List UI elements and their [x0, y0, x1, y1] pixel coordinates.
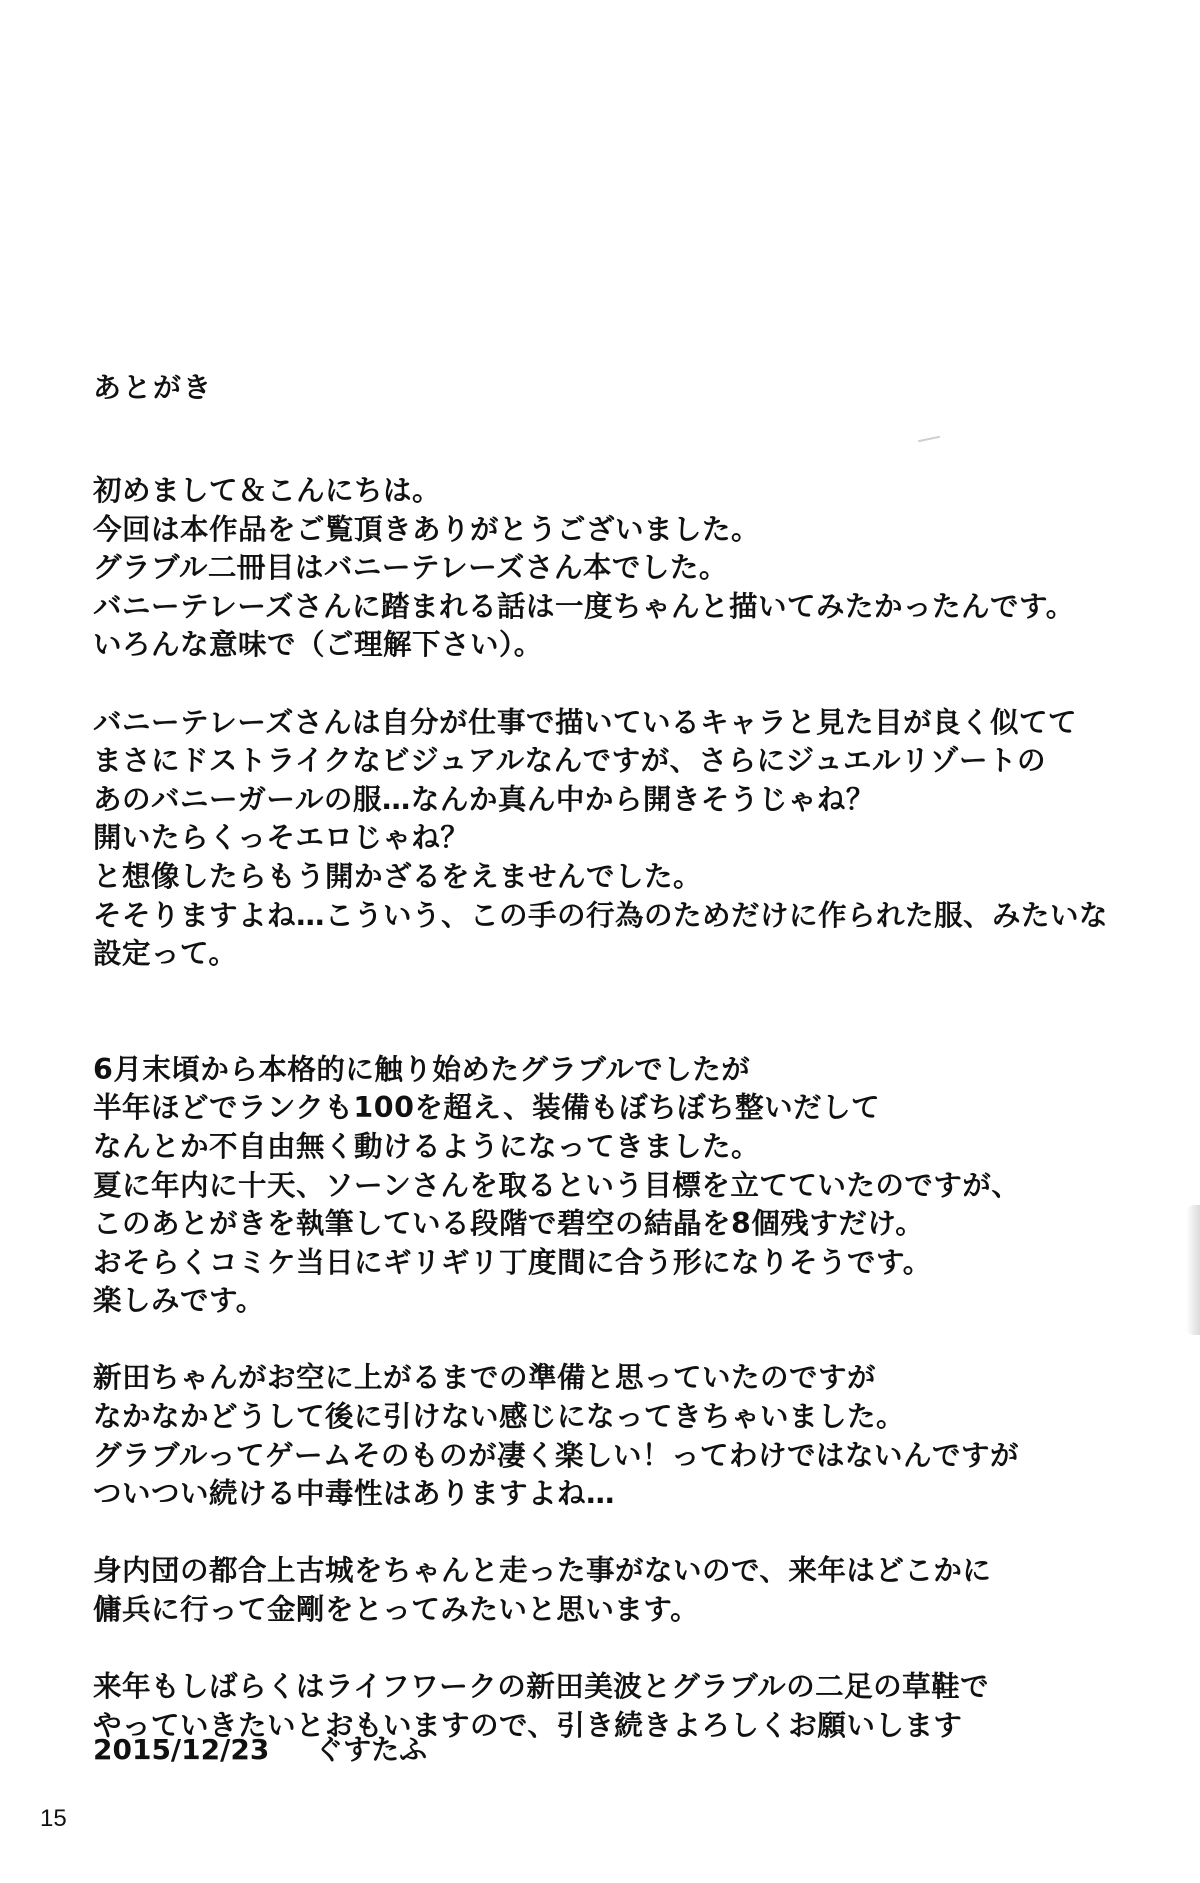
afterword-body: [93, 472, 1133, 1745]
text-line: おそらくコミケ当日にギリギリ丁度間に合う形になりそうです。: [93, 1245, 932, 1279]
text-line: 開いたらくっそエロじゃね？: [93, 821, 470, 855]
text-line: まさにドストライクなビジュアルなんですが、さらにジュエルリゾートの: [93, 744, 1047, 778]
text-line: 楽しみです。: [93, 1284, 265, 1318]
text-line: 来年もしばらくはライフワークの新田美波とグラブルの二足の草鞋で: [93, 1670, 990, 1704]
text-line: このあとがきを執筆している段階で碧空の結晶を8個残すだけ。: [93, 1207, 925, 1241]
text-line: 今回は本作品をご覧頂きありがとうございました。: [93, 512, 761, 546]
text-line: あのバニーガールの服…なんか真ん中から開きそうじゃね？: [93, 782, 875, 816]
paragraph-spacer: [93, 1630, 1133, 1669]
text-line: なかなかどうして後に引けない感じになってきちゃいました。: [93, 1400, 906, 1434]
scan-edge-shadow: [1186, 1205, 1200, 1335]
text-line: バニーテレーズさんは自分が仕事で描いているキャラと見た目が良く似てて: [93, 705, 1078, 739]
text-line: 6月末頃から本格的に触り始めたグラブルでしたが: [93, 1052, 751, 1086]
text-line: 身内団の都合上古城をちゃんと走った事がないので、来年はどこかに: [93, 1554, 992, 1588]
paragraph-bunny: [93, 704, 1133, 974]
paragraph-progress: [93, 1051, 1133, 1321]
text-line: 夏に年内に十天、ソーンさんを取るという目標を立てていたのですが、: [93, 1168, 1021, 1202]
text-line: そそりますよね…こういう、この手の行為のためだけに作られた服、みたいな: [93, 898, 1109, 932]
paragraph-greeting: [93, 472, 1133, 665]
paragraph-spacer: [93, 665, 1133, 704]
paragraph-plans: [93, 1552, 1133, 1629]
text-line: 初めまして＆こんにちは。: [93, 474, 442, 507]
signature-author: ぐすたふ: [315, 1733, 428, 1766]
afterword-title: あとがき: [93, 371, 214, 404]
text-line: 傭兵に行って金剛をとってみたいと思います。: [93, 1593, 700, 1627]
text-line: いろんな意味で（ご理解下さい）。: [93, 628, 543, 662]
text-line: ついつい続ける中毒性はありますよね…: [93, 1477, 616, 1511]
text-line: なんとか不自由無く動けるようになってきました。: [93, 1129, 761, 1163]
text-line: 設定って。: [93, 937, 238, 971]
text-line: 新田ちゃんがお空に上がるまでの準備と思っていたのですが: [93, 1361, 877, 1395]
paragraph-spacer: [93, 1321, 1133, 1360]
text-line: 半年ほどでランクも100を超え、装備もぼちぼち整いだして: [93, 1091, 881, 1125]
paragraph-spacer: [93, 974, 1133, 1051]
text-line: グラブル二冊目はバニーテレーズさん本でした。: [93, 551, 728, 585]
page-number: 15: [40, 1805, 67, 1832]
text-line: バニーテレーズさんに踏まれる話は一度ちゃんと描いてみたかったんです。: [93, 589, 1075, 623]
paragraph-addiction: [93, 1359, 1133, 1513]
scan-speck: [918, 436, 940, 443]
signature-date: 2015/12/23: [93, 1733, 270, 1766]
text-line: グラブルってゲームそのものが凄く楽しい！ってわけではないんですが: [93, 1438, 1020, 1472]
paragraph-spacer: [93, 1514, 1133, 1553]
text-line: と想像したらもう開かざるをえませんでした。: [93, 859, 703, 893]
signature: [93, 1728, 427, 1768]
text-line: やっていきたいとおもいますので、引き続きよろしくお願いします: [93, 1708, 963, 1742]
